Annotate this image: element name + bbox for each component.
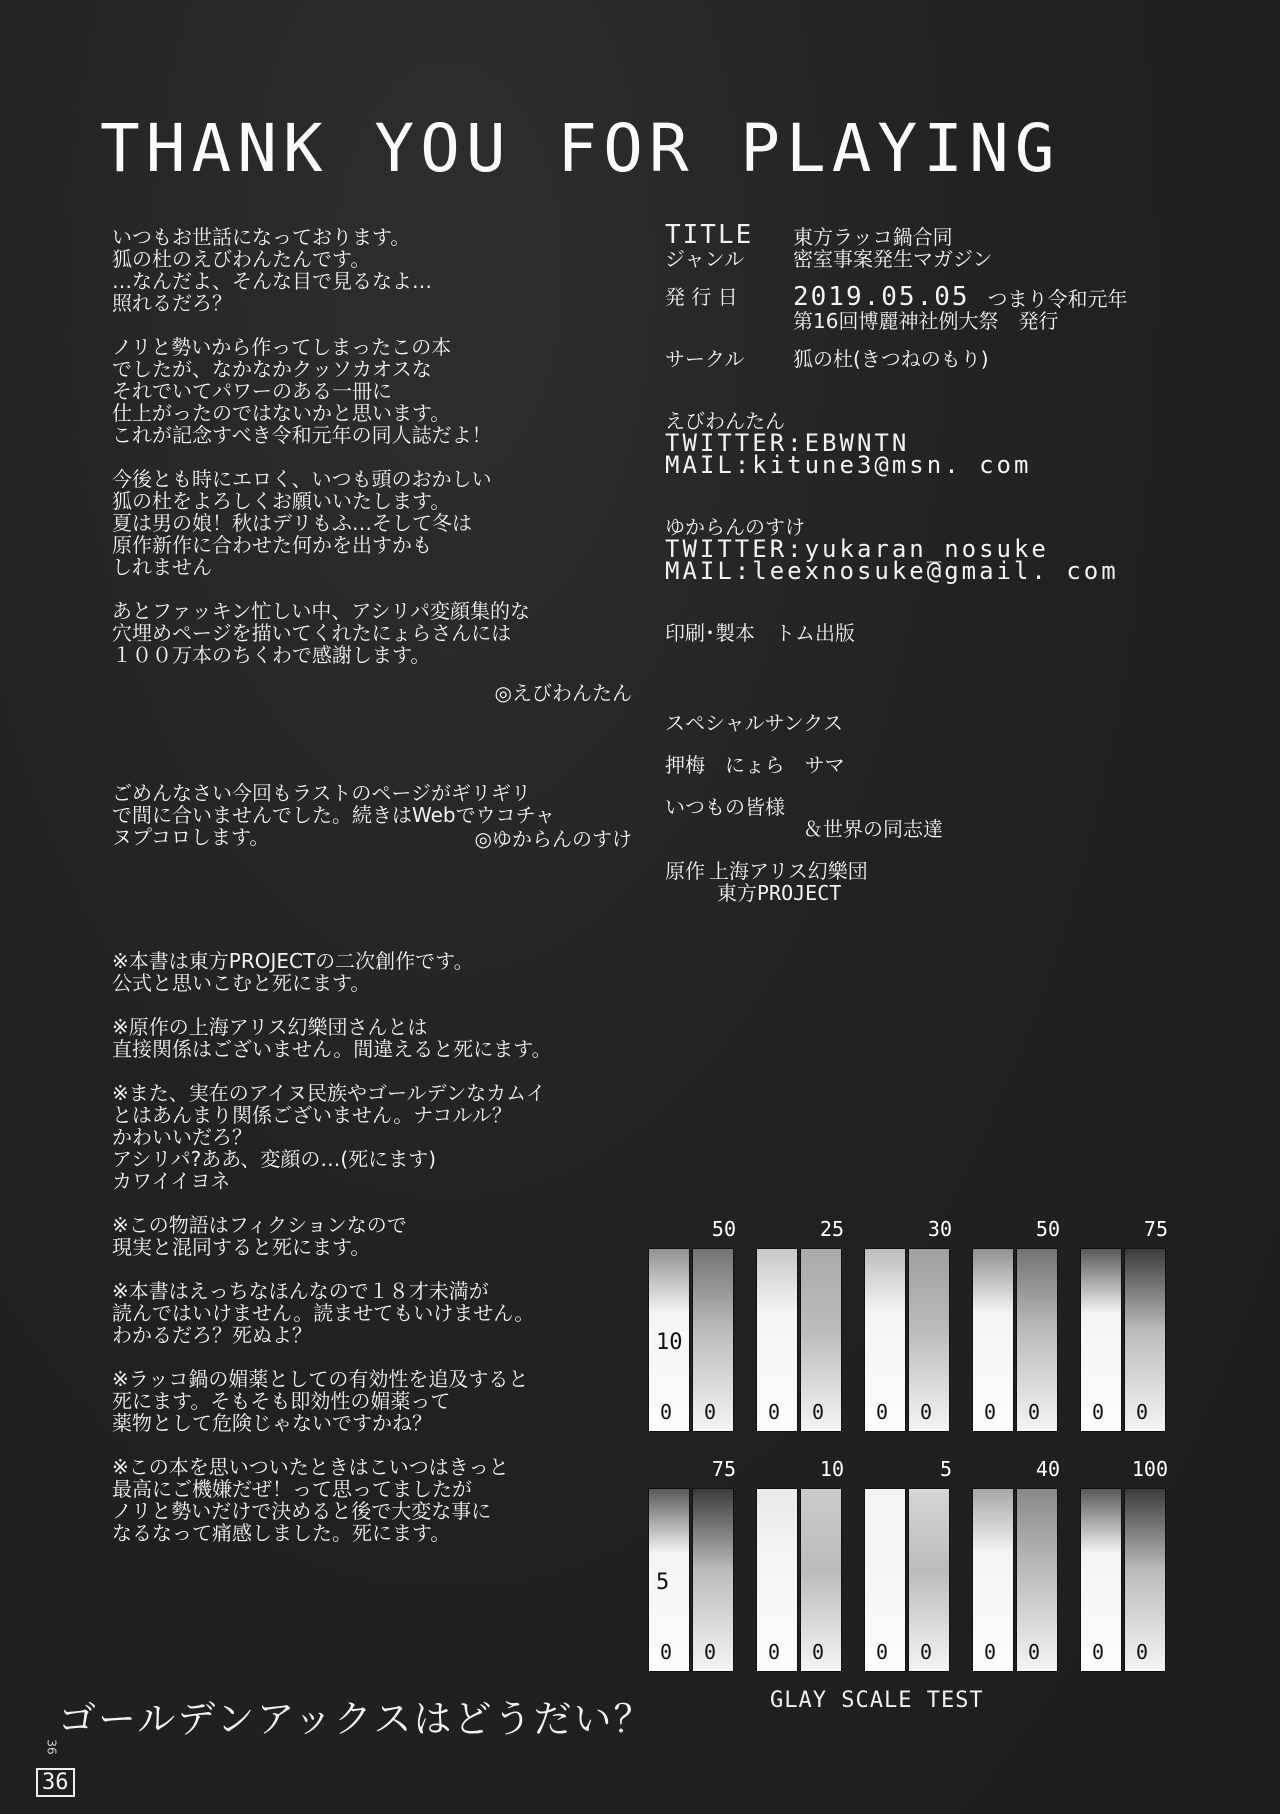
grayscale-zero-label: 0	[768, 1640, 781, 1664]
afterword-paragraph: ノリと勢いから作ってしまったこの本 でしたが、なかなかクッソカオスな それでいてパワーのある一冊に 仕上がったのではないかと思います。 これが記念すべき令和元年の同人誌だよ！	[112, 335, 492, 447]
afterword	[112, 226, 652, 880]
grayscale-swatch-pair	[648, 1458, 738, 1672]
grayscale-zero-label: 0	[876, 1400, 889, 1424]
signature-yukaran: ◎ゆからんのすけ	[474, 827, 632, 851]
grayscale-zero-label: 0	[1028, 1400, 1041, 1424]
grayscale-zero-label: 0	[704, 1640, 717, 1664]
grayscale-swatch-pair	[1080, 1218, 1170, 1432]
grayscale-percent-label: 75	[1143, 1217, 1168, 1241]
grayscale-swatch-pair	[864, 1458, 954, 1672]
grayscale-zero-label: 0	[768, 1400, 781, 1424]
note: ※この物語はフィクションなので 現実と混同すると死にます。	[112, 1213, 407, 1259]
grayscale-percent-label: 40	[1035, 1457, 1060, 1481]
grayscale-percent-label: 100	[1131, 1457, 1168, 1481]
event-name: 第16回博麗神社例大祭 発行	[793, 309, 1059, 333]
grayscale-zero-label: 0	[1136, 1400, 1149, 1424]
grayscale-test	[648, 1218, 1168, 1694]
grayscale-zero-label: 0	[812, 1640, 825, 1664]
grayscale-side-label: 10	[656, 1330, 683, 1355]
original-value-2: 東方PROJECT	[717, 881, 842, 905]
grayscale-zero-label: 0	[920, 1640, 933, 1664]
grayscale-swatch-pair	[972, 1458, 1062, 1672]
afterword-paragraph: いつもお世話になっております。 狐の杜のえびわんたんです。 …なんだよ、そんな目で見るなよ… 照れるだろ？	[112, 225, 432, 315]
grayscale-side-label: 5	[656, 1570, 670, 1595]
note: ※本書は東方PROJECTの二次創作です。 公式と思いこむと死にます。	[112, 949, 474, 995]
note: ※また、実在のアイヌ民族やゴールデンなカムイ とはあんまり関係ございません。ナコルル？ かわいいだろ？ アシリパ?ああ、変顔の…(死にます) カワイイヨネ	[112, 1081, 546, 1193]
title-value: 東方ラッコ鍋合同	[793, 225, 953, 249]
thanks-item: 押梅 にょら サマ	[665, 753, 845, 777]
grayscale-swatch-pair	[648, 1218, 738, 1432]
grayscale-swatch-pair	[1080, 1458, 1170, 1672]
grayscale-percent-label: 25	[819, 1217, 844, 1241]
author1-mail: MAIL:kitune3@msn. com	[665, 451, 1032, 479]
note: ※原作の上海アリス幻樂団さんとは 直接関係はございません。間違えると死にます。	[112, 1015, 552, 1061]
note: ※本書はえっちなほんなので１８才未満が 読んではいけません。読ませてもいけません。 わかるだろ？死ぬよ？	[112, 1279, 535, 1347]
grayscale-zero-label: 0	[1092, 1400, 1105, 1424]
colophon	[665, 220, 1225, 905]
grayscale-label: GLAY SCALE TEST	[770, 1688, 984, 1713]
date-value: 2019.05.05	[793, 282, 970, 312]
circle-value: 狐の杜(きつねのもり)	[793, 347, 989, 371]
author2-name: ゆからんのすけ	[665, 515, 805, 539]
afterword-paragraph: 今後とも時にエロく、いつも頭のおかしい 狐の杜をよろしくお願いいたします。 夏は男の娘！秋はデリもふ…そして冬は 原作新作に合わせた何かを出すかも しれません	[112, 467, 492, 579]
grayscale-zero-label: 0	[876, 1640, 889, 1664]
afterword-paragraph-2: ごめんなさい今回もラストのページがギリギリ で間に合いませんでした。続きはWebでウコチャ ヌプコロします。	[112, 781, 556, 849]
grayscale-zero-label: 0	[660, 1400, 673, 1424]
author1-name: えびわんたん	[665, 409, 785, 433]
grayscale-zero-label: 0	[1092, 1640, 1105, 1664]
signature-ebiwantan: ◎えびわんたん	[494, 681, 632, 705]
circle-label: サークル	[665, 347, 745, 371]
author2-twitter: TWITTER:yukaran_nosuke	[665, 535, 1049, 563]
grayscale-zero-label: 0	[660, 1640, 673, 1664]
note: ※ラッコ鍋の媚薬としての有効性を追及すると 死にます。そもそも即効性の媚薬って 薬物として危険じゃないですかね？	[112, 1367, 529, 1435]
genre-value: 密室事案発生マガジン	[793, 247, 993, 271]
grayscale-percent-label: 75	[711, 1457, 736, 1481]
thanks-item: いつもの皆様	[665, 795, 785, 819]
date-label: 発 行 日	[665, 285, 738, 309]
page-title: THANK YOU FOR PLAYING	[100, 110, 1061, 187]
title-label: TITLE	[665, 220, 754, 250]
genre-label: ジャンル	[665, 247, 745, 271]
page-number-side: 36	[44, 1739, 59, 1755]
grayscale-swatch-pair	[864, 1218, 954, 1432]
grayscale-percent-label: 10	[819, 1457, 844, 1481]
author1-twitter: TWITTER:EBWNTN	[665, 429, 910, 457]
special-thanks-title: スペシャルサンクス	[665, 711, 843, 735]
grayscale-zero-label: 0	[984, 1640, 997, 1664]
grayscale-zero-label: 0	[704, 1400, 717, 1424]
afterword-paragraph: あとファッキン忙しい中、アシリパ変顔集的な 穴埋めページを描いてくれたにょらさんには １００万本のちくわで感謝します。	[112, 599, 530, 667]
page-number: 36	[36, 1768, 75, 1797]
date-note: つまり令和元年	[987, 287, 1128, 311]
footer-caption: ゴールデンアックスはどうだい？	[58, 1697, 654, 1741]
printer: 印刷･製本 トム出版	[665, 621, 855, 645]
grayscale-swatch-pair	[972, 1218, 1062, 1432]
grayscale-percent-label: 50	[711, 1217, 736, 1241]
thanks-item: ＆世界の同志達	[803, 817, 943, 841]
grayscale-percent-label: 30	[927, 1217, 952, 1241]
grayscale-swatch-pair	[756, 1458, 846, 1672]
grayscale-zero-label: 0	[812, 1400, 825, 1424]
grayscale-percent-label: 5	[939, 1457, 952, 1481]
original-label: 原作	[665, 859, 705, 883]
note: ※この本を思いついたときはこいつはきっと 最高にご機嫌だぜ！って思ってましたが ノリと勢いだけで決めると後で大変な事に なるなって痛感しました。死にます。	[112, 1455, 509, 1545]
grayscale-zero-label: 0	[920, 1400, 933, 1424]
grayscale-zero-label: 0	[1028, 1640, 1041, 1664]
author2-mail: MAIL:leexnosuke@gmail. com	[665, 557, 1119, 585]
grayscale-zero-label: 0	[1136, 1640, 1149, 1664]
disclaimer-notes	[112, 950, 672, 1566]
grayscale-swatch-pair	[756, 1218, 846, 1432]
original-value: 上海アリス幻樂団	[709, 859, 868, 883]
grayscale-percent-label: 50	[1035, 1217, 1060, 1241]
grayscale-zero-label: 0	[984, 1400, 997, 1424]
